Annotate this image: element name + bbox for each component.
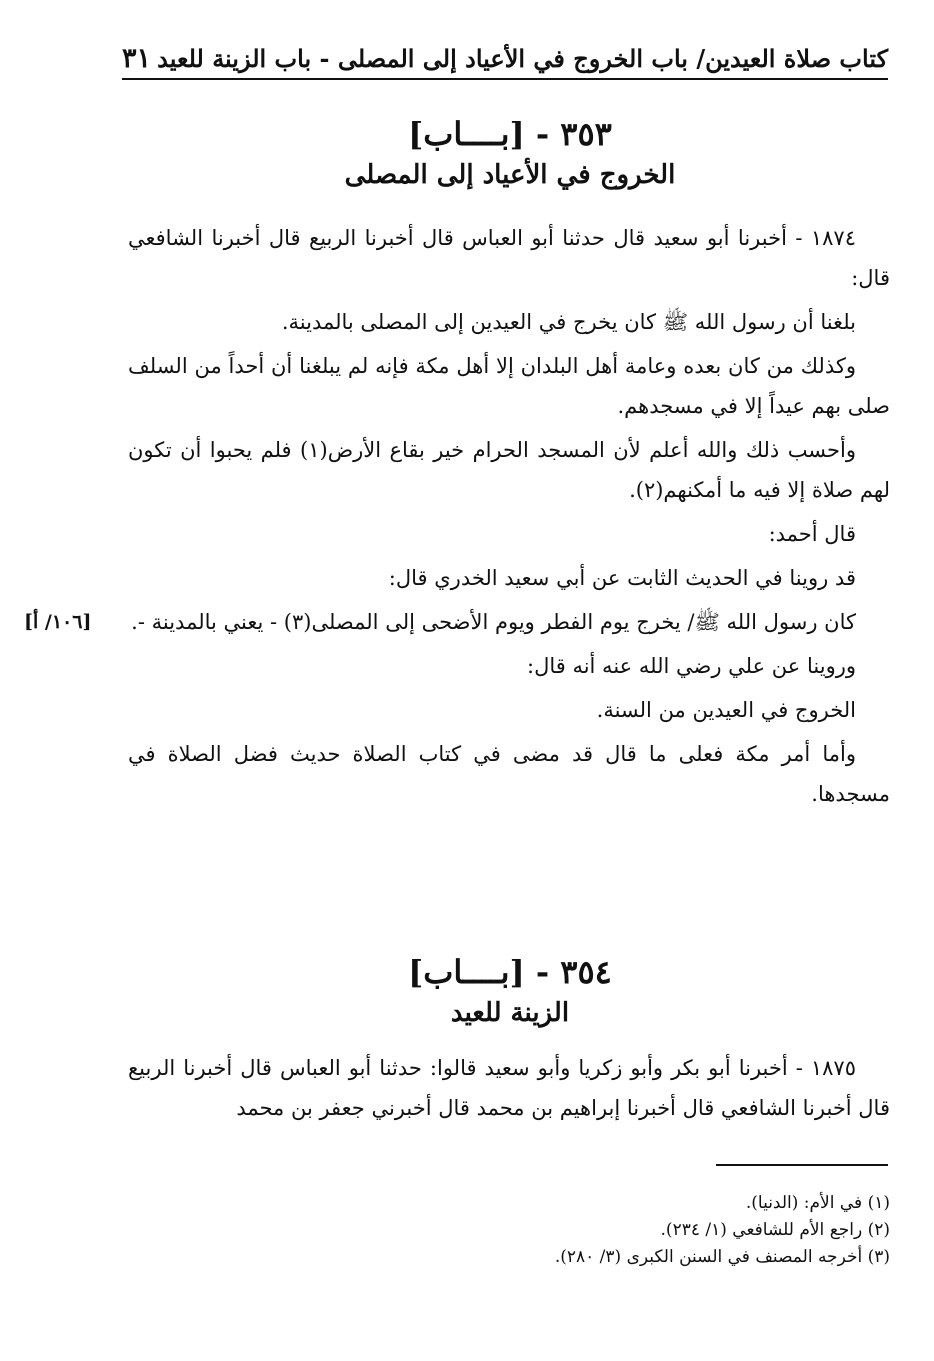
section-number-line: ٣٥٣ - [بــــاب] [408, 115, 612, 153]
footnotes [400, 1190, 890, 1271]
footnote: (٢) راجع الأم للشافعي (١/ ٢٣٤). [660, 1220, 890, 1240]
page-number: ٣١ [122, 42, 152, 74]
hadith-paragraph: ١٨٧٤ - أخبرنا أبو سعيد قال حدثنا أبو العباس قال أخبرنا الربيع قال أخبرنا الشافعي قال: [128, 226, 890, 290]
text-paragraph: وأما أمر مكة فعلى ما قال قد مضى في كتاب الصلاة حديث فضل الصلاة في مسجدها. [128, 742, 890, 806]
section-353-body [24, 218, 890, 818]
section-title: الخروج في الأعياد إلى المصلى [344, 160, 676, 190]
footnote: (١) في الأم: (الدنيا). [745, 1193, 890, 1213]
section-354-body [128, 1048, 890, 1132]
text-paragraph: بلغنا أن رسول الله ﷺ كان يخرج في العيدين إلى المصلى بالمدينة. [281, 310, 856, 334]
section-title: الزينة للعيد [450, 998, 570, 1028]
text-paragraph: وروينا عن علي رضي الله عنه أنه قال: [527, 654, 856, 678]
section-number-line: ٣٥٤ - [بــــاب] [408, 953, 612, 991]
running-title: كتاب صلاة العيدين/ باب الخروج في الأعياد إلى المصلى - باب الزينة للعيد [157, 43, 888, 73]
section-354-heading [130, 950, 890, 1032]
text-paragraph: وأحسب ذلك والله أعلم لأن المسجد الحرام خير بقاع الأرض(١) فلم يحبوا أن تكون لهم صلاة إلا فيه ما أمكنهم(٢). [128, 438, 890, 502]
running-header [122, 38, 888, 80]
text-paragraph: الخروج في العيدين من السنة. [596, 698, 856, 722]
text-paragraph: كان رسول الله ﷺ/ يخرج يوم الفطر ويوم الأضحى إلى المصلى(٣) - يعني بالمدينة -. [١٠٦/ أ] [128, 602, 890, 642]
text-paragraph: وكذلك من كان بعده وعامة أهل البلدان إلا أهل مكة فإنه لم يبلغنا أن أحداً من السلف صلى بهم عيداً إلا في مسجدهم. [128, 354, 890, 418]
manuscript-folio-note: [١٠٦/ أ] [24, 611, 92, 633]
section-353-heading [130, 112, 890, 194]
text-paragraph: قد روينا في الحديث الثابت عن أبي سعيد الخدري قال: [388, 566, 856, 590]
footnote: (٣) أخرجه المصنف في السنن الكبرى (٣/ ٢٨٠). [554, 1247, 890, 1267]
hadith-paragraph: ١٨٧٥ - أخبرنا أبو بكر وأبو زكريا وأبو سعيد قالوا: حدثنا أبو العباس قال أخبرنا الربيع قال أخبرنا الشافعي قال أخبرنا إبراهيم بن محمد قال أخبرني جعفر بن محمد [128, 1056, 890, 1120]
footnote-separator [716, 1164, 888, 1166]
text-paragraph: قال أحمد: [768, 522, 856, 546]
